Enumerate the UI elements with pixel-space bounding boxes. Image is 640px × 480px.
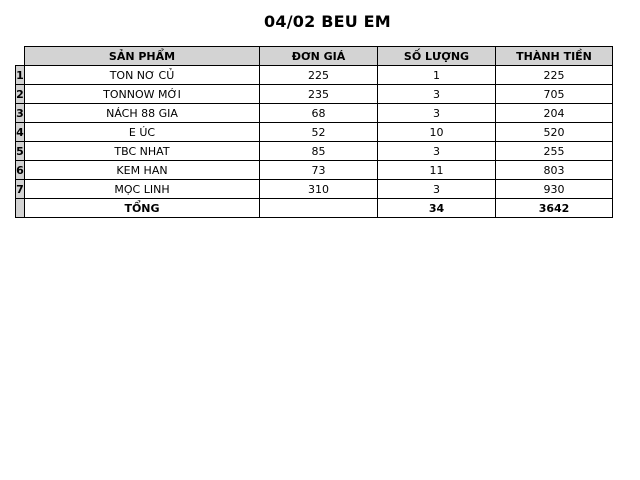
amount-cell[interactable]: 255 xyxy=(496,142,613,161)
total-label[interactable]: TỔNG xyxy=(25,199,260,218)
price-cell[interactable]: 225 xyxy=(260,66,378,85)
table-row xyxy=(16,142,613,161)
price-cell[interactable]: 310 xyxy=(260,180,378,199)
total-price-cell[interactable] xyxy=(260,199,378,218)
product-cell[interactable]: E ÚC xyxy=(25,123,260,142)
quantity-cell[interactable]: 3 xyxy=(378,85,496,104)
table-row xyxy=(16,161,613,180)
row-number-blank[interactable] xyxy=(16,199,25,218)
product-cell[interactable]: MỌC LINH xyxy=(25,180,260,199)
header-amount[interactable]: THÀNH TIỀN xyxy=(496,47,613,66)
price-cell[interactable]: 73 xyxy=(260,161,378,180)
table-row xyxy=(16,104,613,123)
quantity-cell[interactable]: 10 xyxy=(378,123,496,142)
row-number[interactable]: 4 xyxy=(16,123,25,142)
table-row xyxy=(16,66,613,85)
table-row xyxy=(16,85,613,104)
header-quantity[interactable]: SỐ LƯỢNG xyxy=(378,47,496,66)
product-cell[interactable]: TBC NHAT xyxy=(25,142,260,161)
product-cell[interactable]: NÁCH 88 GIA xyxy=(25,104,260,123)
price-cell[interactable]: 52 xyxy=(260,123,378,142)
price-cell[interactable]: 68 xyxy=(260,104,378,123)
quantity-cell[interactable]: 3 xyxy=(378,180,496,199)
row-number[interactable]: 2 xyxy=(16,85,25,104)
amount-cell[interactable]: 803 xyxy=(496,161,613,180)
header-product[interactable]: SẢN PHẨM xyxy=(25,47,260,66)
total-row xyxy=(16,199,613,218)
quantity-cell[interactable]: 3 xyxy=(378,142,496,161)
row-number[interactable]: 3 xyxy=(16,104,25,123)
total-quantity[interactable]: 34 xyxy=(378,199,496,218)
amount-cell[interactable]: 204 xyxy=(496,104,613,123)
header-price[interactable]: ĐƠN GIÁ xyxy=(260,47,378,66)
header-row xyxy=(16,47,613,66)
product-cell[interactable]: KEM HAN xyxy=(25,161,260,180)
row-number[interactable]: 7 xyxy=(16,180,25,199)
table-row xyxy=(16,123,613,142)
amount-cell[interactable]: 225 xyxy=(496,66,613,85)
amount-cell[interactable]: 930 xyxy=(496,180,613,199)
product-cell[interactable]: TONNOW MỚI xyxy=(25,85,260,104)
amount-cell[interactable]: 705 xyxy=(496,85,613,104)
page-title: 04/02 BEU EM xyxy=(264,12,391,31)
price-cell[interactable]: 85 xyxy=(260,142,378,161)
amount-cell[interactable]: 520 xyxy=(496,123,613,142)
total-amount[interactable]: 3642 xyxy=(496,199,613,218)
row-number[interactable]: 5 xyxy=(16,142,25,161)
quantity-cell[interactable]: 1 xyxy=(378,66,496,85)
table-row xyxy=(16,180,613,199)
order-table xyxy=(15,46,613,218)
quantity-cell[interactable]: 3 xyxy=(378,104,496,123)
corner-cell xyxy=(16,47,25,66)
product-cell[interactable]: TON NƠ CỦ xyxy=(25,66,260,85)
quantity-cell[interactable]: 11 xyxy=(378,161,496,180)
row-number[interactable]: 6 xyxy=(16,161,25,180)
row-number[interactable]: 1 xyxy=(16,66,25,85)
price-cell[interactable]: 235 xyxy=(260,85,378,104)
